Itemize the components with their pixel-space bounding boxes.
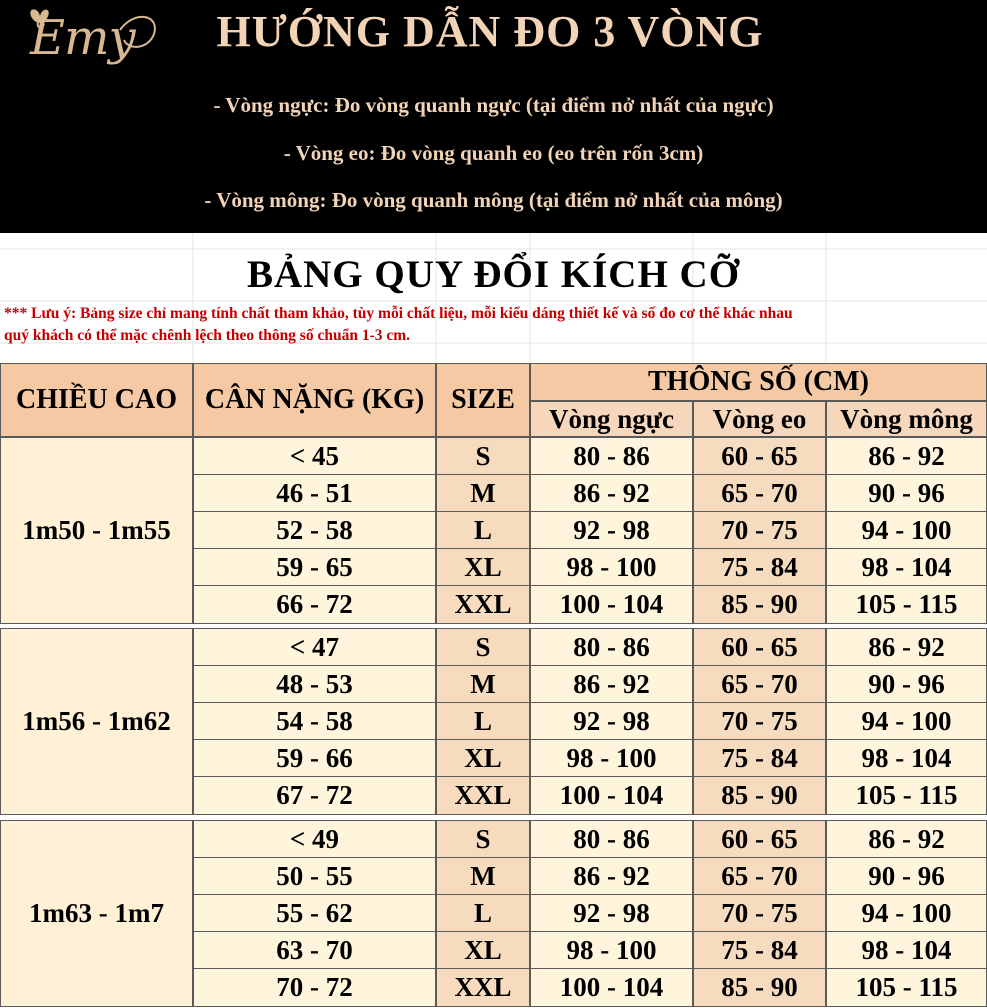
waist-cell: 75 - 84 <box>693 548 826 586</box>
brand-logo <box>24 4 164 84</box>
hip-cell: 90 - 96 <box>826 474 987 512</box>
weight-cell: 63 - 70 <box>193 931 436 969</box>
waist-cell: 75 - 84 <box>693 739 826 777</box>
weight-cell: 66 - 72 <box>193 585 436 624</box>
size-cell: XL <box>436 548 530 586</box>
note-line: quý khách có thể mặc chênh lệch theo thông số chuẩn 1-3 cm. <box>4 327 411 344</box>
weight-cell: 46 - 51 <box>193 474 436 512</box>
weight-cell: 59 - 65 <box>193 548 436 586</box>
size-cell: S <box>436 437 530 475</box>
weight-cell: 55 - 62 <box>193 894 436 932</box>
hip-cell: 105 - 115 <box>826 968 987 1007</box>
weight-cell: 70 - 72 <box>193 968 436 1007</box>
col-header-hip: Vòng mông <box>826 401 987 437</box>
col-header-height: CHIỀU CAO <box>0 363 193 437</box>
waist-cell: 65 - 70 <box>693 857 826 895</box>
guide-hip: - Vòng mông: Đo vòng quanh mông (tại điểm nở nhất của mông) <box>204 188 783 212</box>
height-range-cell: 1m63 - 1m7 <box>0 820 193 1007</box>
hip-cell: 98 - 104 <box>826 931 987 969</box>
guide-header <box>0 0 987 233</box>
bust-cell: 92 - 98 <box>530 894 693 932</box>
waist-cell: 85 - 90 <box>693 585 826 624</box>
bust-cell: 98 - 100 <box>530 739 693 777</box>
page-title: HƯỚNG DẪN ĐO 3 VÒNG <box>216 7 764 56</box>
hip-cell: 90 - 96 <box>826 665 987 703</box>
hip-cell: 94 - 100 <box>826 511 987 549</box>
size-cell: XXL <box>436 776 530 815</box>
waist-cell: 65 - 70 <box>693 665 826 703</box>
size-cell: M <box>436 857 530 895</box>
bust-cell: 100 - 104 <box>530 585 693 624</box>
size-cell: S <box>436 628 530 666</box>
size-cell: XL <box>436 931 530 969</box>
weight-cell: 54 - 58 <box>193 702 436 740</box>
bust-cell: 86 - 92 <box>530 474 693 512</box>
size-cell: XXL <box>436 968 530 1007</box>
hip-cell: 94 - 100 <box>826 894 987 932</box>
size-cell: XL <box>436 739 530 777</box>
col-header-size: SIZE <box>436 363 530 437</box>
bust-cell: 98 - 100 <box>530 548 693 586</box>
weight-cell: 48 - 53 <box>193 665 436 703</box>
bust-cell: 92 - 98 <box>530 511 693 549</box>
waist-cell: 85 - 90 <box>693 776 826 815</box>
hip-cell: 94 - 100 <box>826 702 987 740</box>
bust-cell: 80 - 86 <box>530 820 693 858</box>
col-header-waist: Vòng eo <box>693 401 826 437</box>
waist-cell: 70 - 75 <box>693 511 826 549</box>
hip-cell: 105 - 115 <box>826 585 987 624</box>
weight-cell: 52 - 58 <box>193 511 436 549</box>
weight-cell: 67 - 72 <box>193 776 436 815</box>
size-cell: L <box>436 894 530 932</box>
bust-cell: 86 - 92 <box>530 665 693 703</box>
guide-waist: - Vòng eo: Đo vòng quanh eo (eo trên rốn 3cm) <box>283 141 704 165</box>
size-table <box>0 363 987 1008</box>
waist-cell: 60 - 65 <box>693 437 826 475</box>
col-header-specs: THÔNG SỐ (CM) <box>530 363 987 401</box>
size-cell: L <box>436 511 530 549</box>
brand-name: Emy <box>30 10 135 66</box>
size-cell: M <box>436 474 530 512</box>
hip-cell: 90 - 96 <box>826 857 987 895</box>
weight-cell: 50 - 55 <box>193 857 436 895</box>
bust-cell: 92 - 98 <box>530 702 693 740</box>
hip-cell: 86 - 92 <box>826 437 987 475</box>
weight-cell: < 49 <box>193 820 436 858</box>
bust-cell: 80 - 86 <box>530 437 693 475</box>
waist-cell: 60 - 65 <box>693 628 826 666</box>
weight-cell: 59 - 66 <box>193 739 436 777</box>
waist-cell: 65 - 70 <box>693 474 826 512</box>
weight-cell: < 47 <box>193 628 436 666</box>
hip-cell: 105 - 115 <box>826 776 987 815</box>
bust-cell: 100 - 104 <box>530 968 693 1007</box>
waist-cell: 75 - 84 <box>693 931 826 969</box>
col-header-bust: Vòng ngực <box>530 401 693 437</box>
hip-cell: 98 - 104 <box>826 548 987 586</box>
hip-cell: 86 - 92 <box>826 820 987 858</box>
note-line: *** Lưu ý: Bảng size chỉ mang tính chất tham khảo, tùy mỗi chất liệu, mỗi kiểu dáng thiết kế và số đo cơ thể khác nhau <box>4 305 793 322</box>
table-title: BẢNG QUY ĐỔI KÍCH CỠ <box>246 253 741 296</box>
size-cell: S <box>436 820 530 858</box>
size-note <box>4 303 984 347</box>
hip-cell: 86 - 92 <box>826 628 987 666</box>
waist-cell: 60 - 65 <box>693 820 826 858</box>
logo-flourish <box>24 4 164 84</box>
size-cell: XXL <box>436 585 530 624</box>
waist-cell: 85 - 90 <box>693 968 826 1007</box>
weight-cell: < 45 <box>193 437 436 475</box>
bust-cell: 80 - 86 <box>530 628 693 666</box>
height-range-cell: 1m56 - 1m62 <box>0 628 193 815</box>
size-cell: L <box>436 702 530 740</box>
bust-cell: 100 - 104 <box>530 776 693 815</box>
hip-cell: 98 - 104 <box>826 739 987 777</box>
waist-cell: 70 - 75 <box>693 894 826 932</box>
height-range-cell: 1m50 - 1m55 <box>0 437 193 624</box>
waist-cell: 70 - 75 <box>693 702 826 740</box>
col-header-weight: CÂN NẶNG (KG) <box>193 363 436 437</box>
guide-bust: - Vòng ngực: Đo vòng quanh ngực (tại điểm nở nhất của ngực) <box>213 93 774 117</box>
bust-cell: 98 - 100 <box>530 931 693 969</box>
bust-cell: 86 - 92 <box>530 857 693 895</box>
size-cell: M <box>436 665 530 703</box>
